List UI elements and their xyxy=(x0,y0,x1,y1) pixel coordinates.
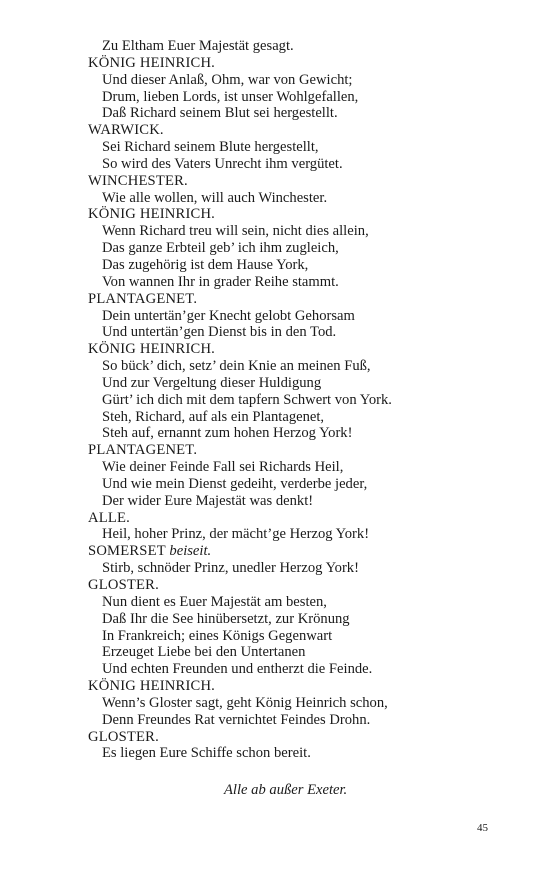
verse-text: Nun dient es Euer Majestät am besten, xyxy=(102,593,327,610)
verse-text: Und wie mein Dienst gedeiht, verderbe jeder, xyxy=(102,475,368,492)
verse-line xyxy=(88,190,528,207)
verse-text: Der wider Eure Majestät was denkt! xyxy=(102,492,314,509)
verse-text: Das zugehörig ist dem Hause York, xyxy=(102,256,309,273)
verse-line xyxy=(88,392,528,409)
verse-text: Das ganze Erbteil geb’ ich ihm zugleich, xyxy=(102,240,339,257)
verse-line xyxy=(88,661,528,678)
verse-text: Daß Ihr die See hinübersetzt, zur Krönung xyxy=(102,610,350,627)
verse-text: Und echten Freunden und entherzt die Feinde. xyxy=(102,661,373,678)
verse-line xyxy=(88,594,528,611)
verse-text: Denn Freundes Rat vernichtet Feindes Drohn. xyxy=(102,711,371,728)
verse-text: Wenn’s Gloster sagt, geht König Heinrich schon, xyxy=(102,694,388,711)
verse-line xyxy=(88,560,528,577)
speaker-label: SOMERSET xyxy=(88,543,166,560)
speaker-name xyxy=(88,543,528,560)
verse-line xyxy=(88,139,528,156)
verse-line xyxy=(88,459,528,476)
verse-line xyxy=(88,375,528,392)
verse-text: Und dieser Anlaß, Ohm, war von Gewicht; xyxy=(102,71,353,88)
speaker-label: KÖNIG HEINRICH. xyxy=(88,206,216,223)
page-number: 45 xyxy=(477,822,488,834)
verse-line xyxy=(88,358,528,375)
verse-text: So bück’ dich, setz’ dein Knie an meinen Fuß, xyxy=(102,358,371,375)
verse-line xyxy=(88,89,528,106)
verse-text: Von wannen Ihr in grader Reihe stammt. xyxy=(102,273,339,290)
verse-text: Steh auf, ernannt zum hohen Herzog York! xyxy=(102,425,353,442)
speaker-name xyxy=(88,577,528,594)
speaker-label: KÖNIG HEINRICH. xyxy=(88,678,216,695)
verse-text: Gürt’ ich dich mit dem tapfern Schwert von York. xyxy=(102,391,392,408)
verse-line xyxy=(88,240,528,257)
verse-line xyxy=(88,611,528,628)
speaker-name xyxy=(88,341,528,358)
verse-line xyxy=(88,274,528,291)
speaker-label: PLANTAGENET. xyxy=(88,290,198,307)
verse-text: Sei Richard seinem Blute hergestellt, xyxy=(102,139,319,156)
speaker-label: GLOSTER. xyxy=(88,577,159,593)
verse-text: Wie alle wollen, will auch Winchester. xyxy=(102,189,328,206)
speaker-label: KÖNIG HEINRICH. xyxy=(88,54,216,71)
verse-line xyxy=(88,38,528,55)
verse-line xyxy=(88,476,528,493)
verse-line xyxy=(88,156,528,173)
verse-line xyxy=(88,308,528,325)
verse-line xyxy=(88,644,528,661)
speaker-name xyxy=(88,55,528,72)
verse-text: Daß Richard seinem Blut sei hergestellt. xyxy=(102,105,338,122)
verse-text: Und zur Vergeltung dieser Huldigung xyxy=(102,374,322,391)
verse-line xyxy=(88,324,528,341)
speaker-name xyxy=(88,122,528,139)
speaker-name xyxy=(88,206,528,223)
play-text xyxy=(88,38,528,762)
verse-text: Erzeuget Liebe bei den Untertanen xyxy=(102,644,306,661)
speaker-name xyxy=(88,678,528,695)
verse-text: Stirb, schnöder Prinz, unedler Herzog York! xyxy=(102,560,359,577)
verse-line xyxy=(88,223,528,240)
speaker-name xyxy=(88,442,528,459)
speaker-label: WINCHESTER. xyxy=(88,172,188,189)
speaker-name xyxy=(88,729,528,746)
speaker-name xyxy=(88,510,528,527)
verse-text: So wird des Vaters Unrecht ihm vergütet. xyxy=(102,155,343,172)
verse-line xyxy=(88,712,528,729)
aside-direction: beiseit. xyxy=(169,543,212,560)
verse-text: Und untertän’gen Dienst bis in den Tod. xyxy=(102,324,337,341)
verse-line xyxy=(88,257,528,274)
speaker-name xyxy=(88,291,528,308)
verse-line xyxy=(88,72,528,89)
speaker-name xyxy=(88,173,528,190)
speaker-label: WARWICK. xyxy=(88,122,164,139)
verse-text: Zu Eltham Euer Majestät gesagt. xyxy=(102,38,294,54)
verse-line xyxy=(88,695,528,712)
verse-line xyxy=(88,409,528,426)
verse-text: Wenn Richard treu will sein, nicht dies allein, xyxy=(102,223,369,240)
verse-line xyxy=(88,526,528,543)
verse-text: Wie deiner Feinde Fall sei Richards Heil, xyxy=(102,459,344,476)
stage-direction: Alle ab außer Exeter. xyxy=(224,782,348,798)
verse-line xyxy=(88,105,528,122)
speaker-label: KÖNIG HEINRICH. xyxy=(88,341,216,358)
verse-line xyxy=(88,493,528,510)
verse-line xyxy=(88,628,528,645)
speaker-label: ALLE. xyxy=(88,509,130,526)
verse-text: In Frankreich; eines Königs Gegenwart xyxy=(102,627,333,644)
verse-text: Es liegen Eure Schiffe schon bereit. xyxy=(102,745,311,762)
speaker-label: PLANTAGENET. xyxy=(88,442,198,459)
verse-text: Steh, Richard, auf als ein Plantagenet, xyxy=(102,408,325,425)
verse-line xyxy=(88,425,528,442)
verse-text: Drum, lieben Lords, ist unser Wohlgefallen, xyxy=(102,88,359,105)
verse-text: Dein untertän’ger Knecht gelobt Gehorsam xyxy=(102,307,355,324)
speaker-label: GLOSTER. xyxy=(88,728,159,745)
verse-text: Heil, hoher Prinz, der mächt’ge Herzog York! xyxy=(102,526,370,543)
verse-line xyxy=(88,745,528,762)
